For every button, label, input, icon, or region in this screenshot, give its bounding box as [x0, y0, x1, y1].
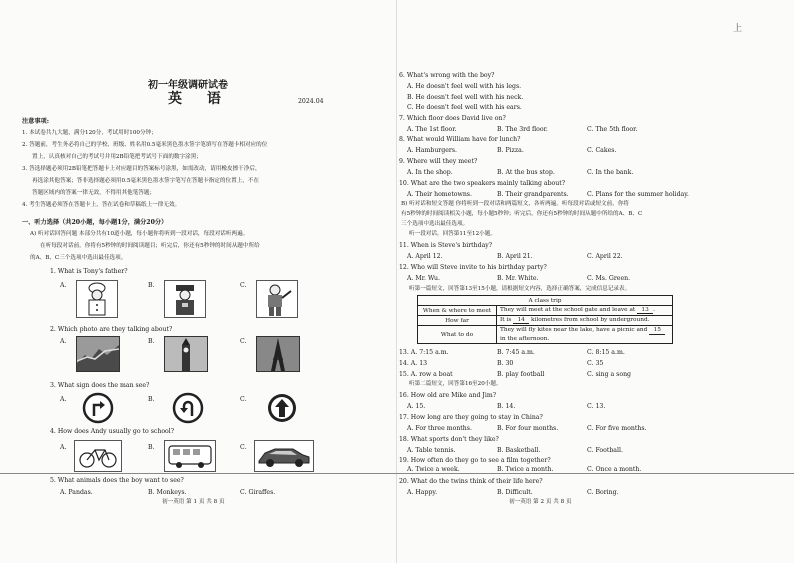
option-letter: C.	[240, 444, 247, 451]
question-2: 2. Which photo are they talking about?	[50, 326, 173, 333]
option-b: B. Twice a month.	[497, 466, 554, 473]
notice-line: 3. 答选择题必须用2B铅笔把答题卡上对应题目的答案标号涂黑，如需改动，请用橡皮擦干净后，	[22, 166, 261, 172]
question-13: 13. A. 7:15 a.m.	[399, 349, 449, 356]
option-a: A. Hamburgers.	[407, 147, 457, 154]
option-a: A. Pandas.	[60, 489, 93, 496]
table-caption-row	[418, 296, 673, 306]
option-letter: A.	[60, 396, 67, 403]
section-instruction: 有5秒钟的时间阅读相关小题，每小题5秒钟；听完后，你还有5秒钟的时间从题中所给的A、B、C	[401, 211, 643, 217]
option-c: C. sing a song	[587, 371, 632, 378]
option-a: A. Table tennis.	[407, 447, 456, 454]
passage-instruction: 听第一篇短文，回答第13至15小题，请根据短文内容，选择正确答案，完成信息记录表。	[409, 286, 631, 292]
option-a: A. For three months.	[407, 425, 472, 432]
option-letter: B.	[148, 338, 155, 345]
option-b: B. 14.	[497, 403, 516, 410]
chef-picture	[76, 280, 118, 318]
answer-blank: 14	[513, 317, 529, 324]
option-a: A. April 12.	[407, 253, 443, 260]
row-content: It is 14 kilometres from school by underground.	[497, 316, 673, 326]
option-a: A. In the shop.	[407, 169, 453, 176]
option-a: A. Twice a week.	[407, 466, 460, 473]
option-b: B. Monkeys.	[148, 489, 187, 496]
option-letter: B.	[148, 444, 155, 451]
section-instruction: 听一段对话，回答第11至12小题。	[409, 231, 496, 237]
option-a: A. 15.	[407, 403, 426, 410]
option-c: C. April 22.	[587, 253, 623, 260]
option-letter: C.	[240, 338, 247, 345]
table-row	[418, 316, 673, 326]
option-c: C. 13.	[587, 403, 606, 410]
page-footer: 初一英语 第 1 页 共 8 页	[162, 499, 225, 505]
question-6: 6. What's wrong with the boy?	[399, 72, 495, 79]
option-b: B. play football	[497, 371, 545, 378]
option-c: C. Football.	[587, 447, 623, 454]
page-footer: 初一英语 第 2 页 共 8 页	[509, 499, 572, 505]
option-b: B. For four months.	[497, 425, 559, 432]
turn-right-sign-icon	[82, 392, 114, 424]
option-c: C. 8:15 a.m.	[587, 349, 625, 356]
option-a: A. Mr. Wu.	[407, 275, 441, 282]
question-5: 5. What animals does the boy want to see?	[50, 477, 184, 484]
question-19: 19. How often do they go to see a film together?	[399, 457, 551, 464]
police-picture	[164, 280, 206, 318]
eiffel-tower-photo	[256, 336, 300, 372]
question-11: 11. When is Steve's birthday?	[399, 242, 493, 249]
option-b: B. 30	[497, 360, 514, 367]
option-letter: B.	[148, 396, 155, 403]
option-letter: A.	[60, 444, 67, 451]
option-b: B. 7:45 a.m.	[497, 349, 535, 356]
option-c: C. Cakes.	[587, 147, 617, 154]
option-c: C. Ms. Green.	[587, 275, 631, 282]
question-1: 1. What is Tony's father?	[50, 268, 128, 275]
option-b: B. Pizza.	[497, 147, 524, 154]
question-3: 3. What sign does the man see?	[50, 382, 150, 389]
question-8: 8. What would William have for lunch?	[399, 136, 521, 143]
bike-picture	[74, 440, 122, 472]
option-b: B. April 21.	[497, 253, 533, 260]
option-c: C. In the bank.	[587, 169, 634, 176]
option-letter: A.	[60, 338, 67, 345]
row-content: They will fly kites near the lake, have a picnic and 15 in the afternoon.	[497, 326, 673, 344]
exam-subject: 英 语	[168, 91, 231, 107]
page-2	[397, 0, 794, 563]
option-a: A. Their hometowns.	[407, 191, 472, 198]
option-b: B. The 3rd floor.	[497, 126, 548, 133]
row-content: They will meet at the school gate and leave at 13 .	[497, 306, 673, 316]
notice-line: 再选涂其他答案；答非选择题必须用0.5毫米黑色墨水签字笔写在答题卡指定的位置上，不在	[32, 178, 260, 184]
question-16: 16. How old are Mike and Jim?	[399, 392, 497, 399]
option-b: B. At the bus stop.	[497, 169, 555, 176]
option-b: B. Basketball.	[497, 447, 541, 454]
go-straight-sign-icon	[266, 392, 298, 424]
row-label: What to do	[418, 326, 497, 344]
option-letter: C.	[240, 282, 247, 289]
bus-picture	[164, 440, 216, 472]
question-7: 7. Which floor does David live on?	[399, 115, 506, 122]
option-c: C. Boring.	[587, 489, 619, 496]
section-instruction: 三个选项中选出最佳选项。	[401, 221, 469, 227]
worker-picture	[256, 280, 298, 318]
notice-line: 4. 考生答题必须答在答题卡上，答在试卷和草稿纸上一律无效。	[22, 202, 181, 208]
option-c: C. Once a month.	[587, 466, 642, 473]
notice-line: 置上，认真核对自己的考试号并用2B铅笔把考试号下面的数字涂黑；	[32, 154, 202, 160]
section-instruction: 的A、B、C三个选项中选出最佳选项。	[30, 255, 127, 261]
trip-info-table	[417, 295, 673, 344]
section-instruction: B) 听对话和短文答题 你将听到一段对话和两篇短文，各听两遍。听每段对话或短文前，你将	[401, 201, 630, 207]
answer-blank: 13	[637, 307, 653, 314]
question-18: 18. What sports don't they like?	[399, 436, 499, 443]
notice-heading: 注意事项:	[22, 118, 50, 125]
question-10: 10. What are the two speakers mainly talking about?	[399, 180, 566, 187]
question-4: 4. How does Andy usually go to school?	[50, 428, 175, 435]
great-wall-photo	[76, 336, 120, 372]
row-label: When & where to meet	[418, 306, 497, 316]
option-c: C. Plans for the summer holiday.	[587, 191, 689, 198]
section-instruction: 在听每段对话前，你将有5秒钟的时间阅读题目；听完后，你还有5秒钟的时间从题中所给	[40, 243, 260, 249]
table-row	[418, 306, 673, 316]
section-instruction: A) 听对话回答问题 本部分共有10道小题，每小题你将听到一段对话，每段对话听两遍。	[30, 231, 249, 237]
option-a: A. He doesn't feel well with his legs.	[407, 83, 522, 90]
notice-line: 1. 本试卷共九大题，满分120分，考试用时100分钟；	[22, 130, 157, 136]
option-letter: B.	[148, 282, 155, 289]
option-b: B. Their grandparents.	[497, 191, 569, 198]
option-c: C. 35	[587, 360, 604, 367]
option-b: B. Mr. White.	[497, 275, 539, 282]
option-c: C. Giraffes.	[240, 489, 276, 496]
section-heading: 一、听力选择（共20小题，每小题1分，满分20分）	[22, 219, 168, 226]
option-c: C. He doesn't feel well with his ears.	[407, 104, 522, 111]
option-b: B. He doesn't feel well with his neck.	[407, 94, 524, 101]
question-20: 20. What do the twins think of their life here?	[399, 478, 543, 485]
big-ben-photo	[164, 336, 208, 372]
corner-mark: 上	[733, 24, 743, 34]
row-label: How far	[418, 316, 497, 326]
exam-date: 2024.04	[298, 98, 324, 105]
option-c: C. The 5th floor.	[587, 126, 638, 133]
notice-line: 答题区域内的答案一律无效，不得用其他笔答题；	[32, 190, 156, 196]
option-a: A. The 1st floor.	[407, 126, 457, 133]
question-15: 15. A. row a boat	[399, 371, 453, 378]
question-9: 9. Where will they meet?	[399, 158, 478, 165]
option-letter: C.	[240, 396, 247, 403]
option-letter: A.	[60, 282, 67, 289]
passage-instruction: 听第二篇短文，回答第16至20小题。	[409, 381, 502, 387]
exam-title: 初一年级调研试卷	[148, 80, 228, 91]
question-14: 14. A. 13	[399, 360, 428, 367]
car-picture	[254, 440, 314, 472]
option-a: A. Happy.	[407, 489, 438, 496]
table-row	[418, 326, 673, 344]
question-17: 17. How long are they going to stay in China?	[399, 414, 543, 421]
u-turn-sign-icon	[172, 392, 204, 424]
option-b: B. Difficult.	[497, 489, 533, 496]
notice-line: 2. 答题前，考生务必将自己的学校、班级、姓名用0.5毫米黑色墨水签字笔填写在答题卡相对应的位	[22, 142, 268, 148]
answer-blank: 15	[649, 326, 665, 335]
table-caption: A class trip	[418, 296, 673, 306]
option-c: C. For five months.	[587, 425, 647, 432]
question-12: 12. Who will Steve invite to his birthday party?	[399, 264, 547, 271]
